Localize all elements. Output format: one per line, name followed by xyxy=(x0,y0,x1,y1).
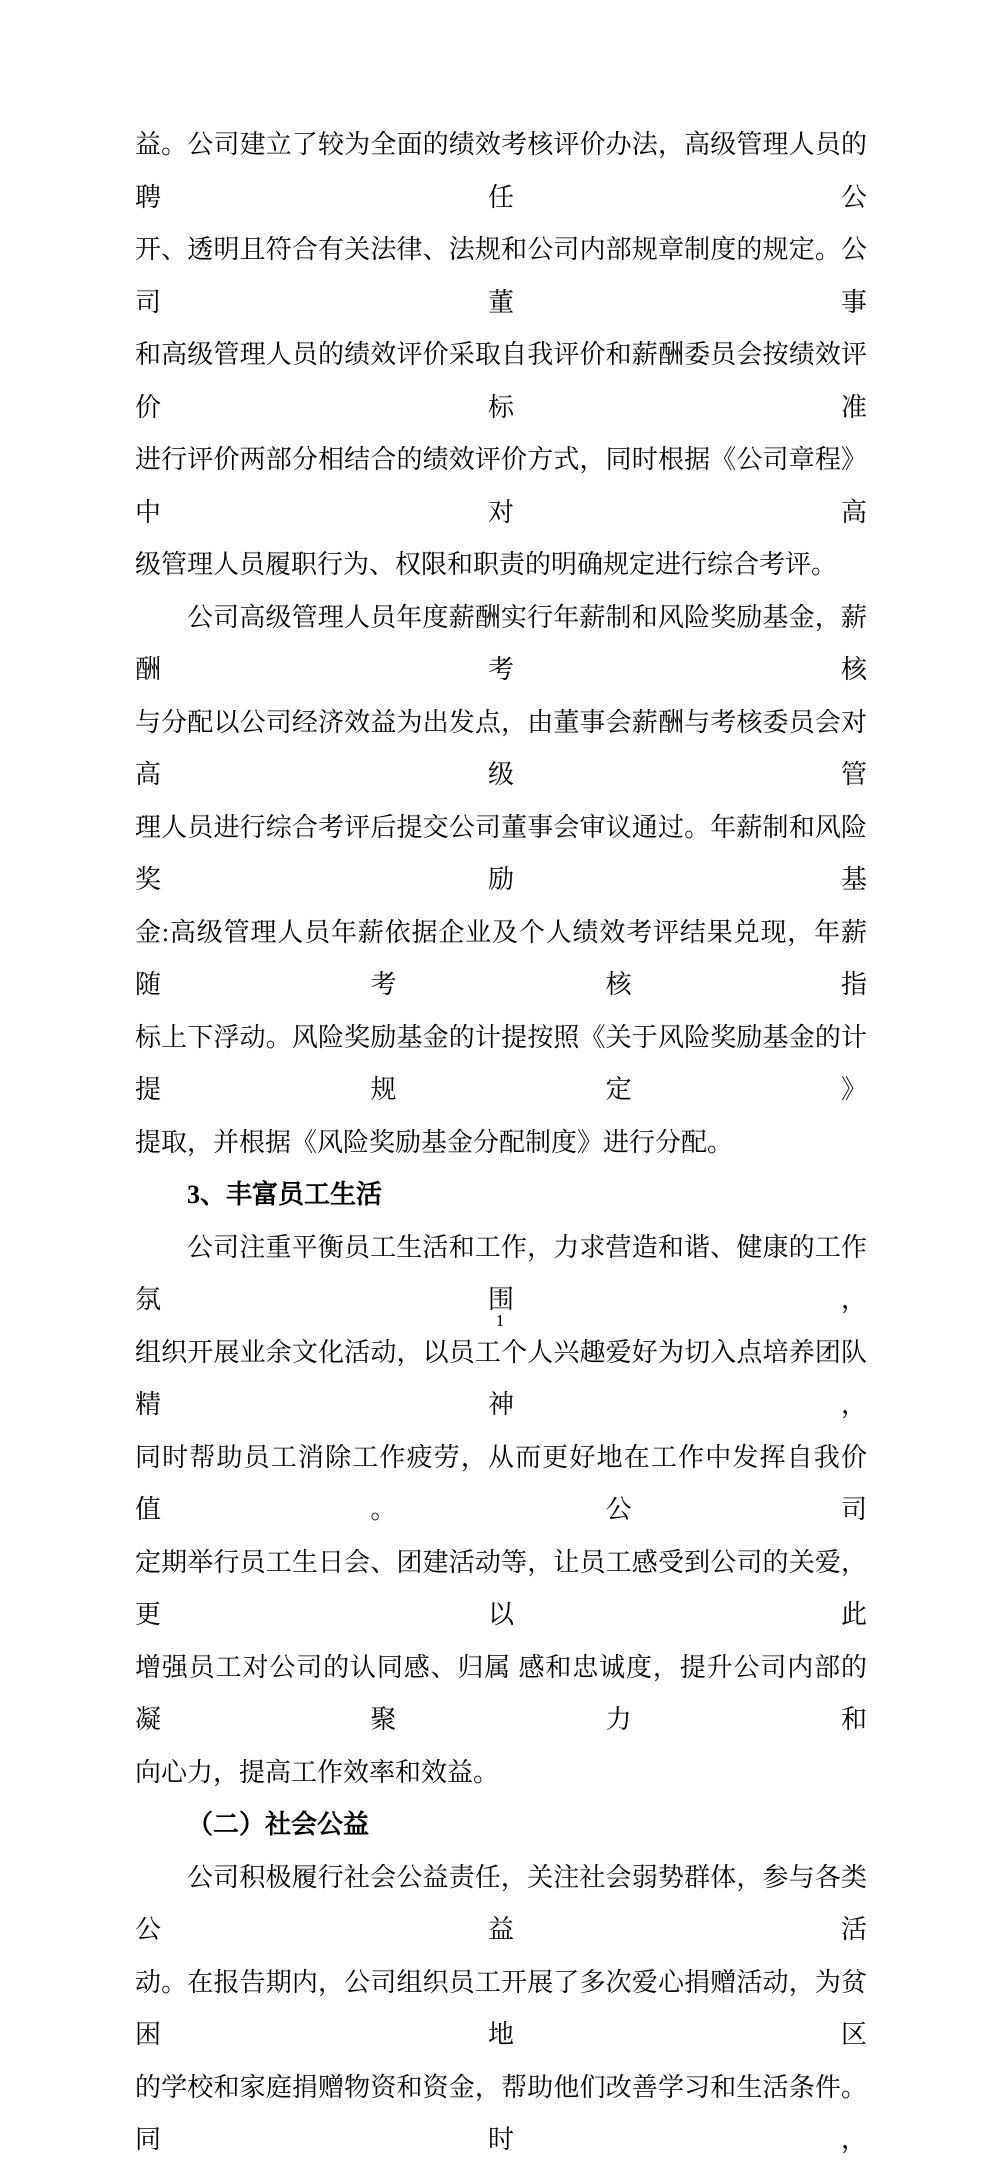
text-line: 进行评价两部分相结合的绩效评价方式，同时根据《公司章程》中对高 xyxy=(135,445,867,527)
text-line: 金:高级管理人员年薪依据企业及个人绩效考评结果兑现，年薪随考核指 xyxy=(135,917,867,999)
text-line: 和高级管理人员的绩效评价采取自我评价和薪酬委员会按绩效评价标准 xyxy=(135,340,867,422)
text-line: 增强员工对公司的认同感、归属 感和忠诚度，提升公司内部的凝聚力和 xyxy=(135,1652,867,1734)
text-line: 公司积极履行社会公益责任，关注社会弱势群体，参与各类公益活 xyxy=(135,1862,867,1944)
text-line: 标上下浮动。风险奖励基金的计提按照《关于风险奖励基金的计提规定》 xyxy=(135,1022,867,1104)
text-line: 公司注重平衡员工生活和工作，力求营造和谐、健康的工作氛围， xyxy=(135,1232,867,1314)
text-line: 定期举行员工生日会、团建活动等，让员工感受到公司的关爱，更以此 xyxy=(135,1547,867,1629)
paragraph xyxy=(135,1852,867,2167)
document-body xyxy=(135,119,867,2167)
text-line: 益。公司建立了较为全面的绩效考核评价办法，高级管理人员的聘任公 xyxy=(135,130,867,212)
heading-line: 3、丰富员工生活 xyxy=(187,1180,383,1209)
text-line: 向心力，提高工作效率和效益。 xyxy=(135,1757,500,1787)
section-heading xyxy=(135,1799,867,1852)
paragraph xyxy=(135,592,867,1170)
page-number: 1 xyxy=(495,1311,505,1330)
text-line: 组织开展业余文化活动，以员工个人兴趣爱好为切入点培养团队精神， xyxy=(135,1337,867,1419)
text-line: 提取，并根据《风险奖励基金分配制度》进行分配。 xyxy=(135,1127,734,1157)
text-line: 级管理人员履职行为、权限和职责的明确规定进行综合考评。 xyxy=(135,550,838,579)
text-line: 同时帮助员工消除工作疲劳，从而更好地在工作中发挥自我价值。公司 xyxy=(135,1442,867,1524)
paragraph xyxy=(135,119,867,592)
text-line: 理人员进行综合考评后提交公司董事会审议通过。年薪制和风险奖励基 xyxy=(135,812,867,894)
text-line: 公司高级管理人员年度薪酬实行年薪制和风险奖励基金，薪酬考核 xyxy=(135,602,867,684)
text-line: 开、透明且符合有关法律、法规和公司内部规章制度的规定。公司董事 xyxy=(135,235,867,317)
paragraph xyxy=(135,1222,867,1800)
section-heading xyxy=(135,1169,867,1222)
text-line: 与分配以公司经济效益为出发点，由董事会薪酬与考核委员会对高级管 xyxy=(135,707,867,789)
heading-line: （二）社会公益 xyxy=(187,1810,370,1839)
text-line: 的学校和家庭捐赠物资和资金，帮助他们改善学习和生活条件。同时， xyxy=(135,2072,867,2154)
text-line: 动。在报告期内，公司组织员工开展了多次爱心捐赠活动，为贫困地区 xyxy=(135,1967,867,2049)
